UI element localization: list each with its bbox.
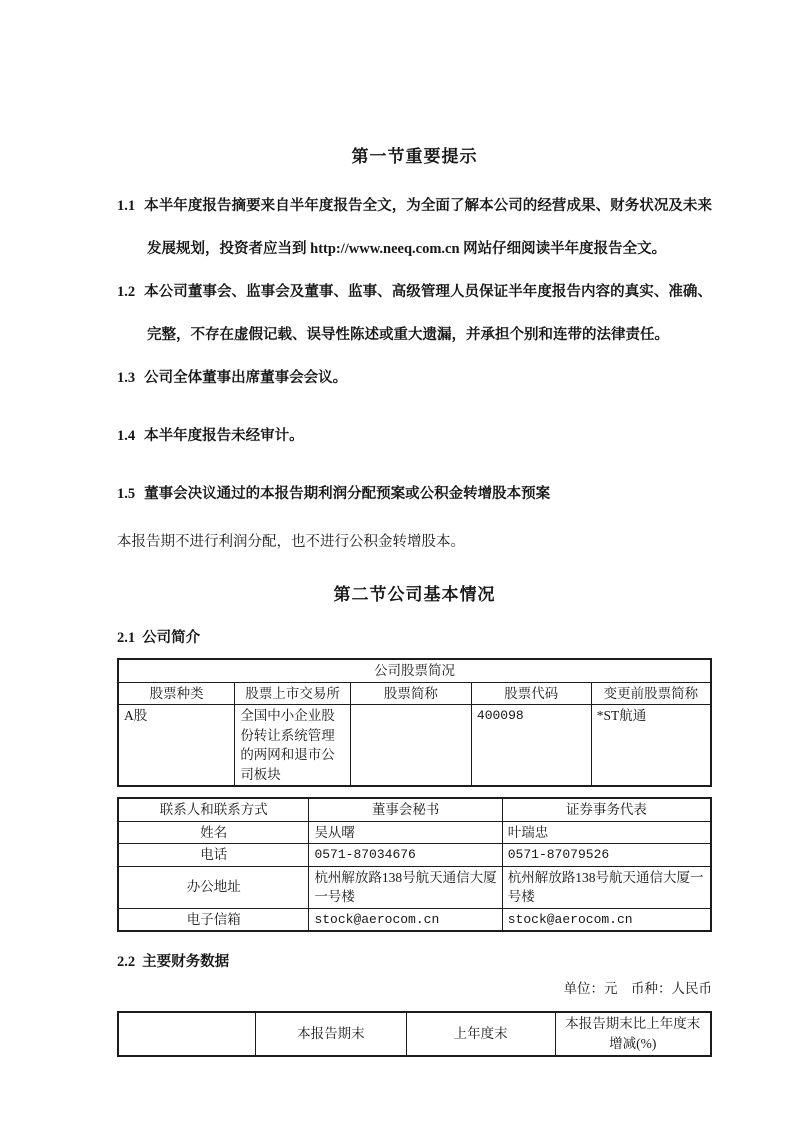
contact-phone-row [118, 844, 711, 867]
secretary-email-cell: stock@aerocom.cn [309, 908, 502, 931]
former-short-name-cell: *ST航通 [591, 705, 711, 787]
th-current-period-end: 本报告期末 [256, 1012, 407, 1056]
th-financial-item [118, 1012, 256, 1056]
section1-title: 第一节重要提示 [351, 147, 478, 166]
heading-number: 2.2 [117, 954, 136, 970]
contact-email-row [118, 908, 711, 931]
contact-info-table [117, 797, 712, 932]
stock-short-name-cell [350, 705, 471, 787]
notice-item-1-5 [117, 473, 712, 516]
heading-number: 2.1 [117, 630, 136, 646]
representative-phone-cell: 0571-87079526 [502, 844, 711, 867]
currency-unit-note: 单位：元 币种：人民币 [563, 981, 712, 996]
notice-item-number: 1.4 [117, 428, 136, 444]
page-content [117, 0, 712, 1057]
notice-item-1-3 [117, 357, 712, 400]
notice-item-text: 本半年度报告摘要来自半年度报告全文，为全面了解本公司的经营成果、财务状况及未来发展规划，投资者应当到 http://www.neeq.com.cn 网站仔细阅读半年度报告全文。 [144, 198, 712, 257]
secretary-address-cell: 杭州解放路138号航天通信大厦一号楼 [309, 866, 502, 908]
th-contact-method: 联系人和联系方式 [118, 798, 309, 821]
notice-item-number: 1.5 [117, 486, 136, 502]
notice-item-number: 1.2 [117, 284, 136, 300]
heading-label: 主要财务数据 [142, 954, 230, 970]
notice-item-text: 董事会决议通过的本报告期利润分配预案或公积金转增股本预案 [144, 486, 551, 502]
th-securities-representative: 证券事务代表 [502, 798, 711, 821]
notice-item-text: 本半年度报告未经审计。 [144, 428, 304, 444]
th-stock-code: 股票代码 [471, 682, 591, 705]
contact-table-header-row [118, 798, 711, 821]
stock-type-cell: A股 [118, 705, 235, 787]
th-change-percent: 本报告期末比上年度末增减(%) [555, 1012, 711, 1056]
notice-item-1-4 [117, 415, 712, 458]
notice-item-text: 本公司董事会、监事会及董事、监事、高级管理人员保证半年度报告内容的真实、准确、完整，不存在虚假记载、误导性陈述或重大遗漏，并承担个别和连带的法律责任。 [144, 284, 712, 343]
contact-row-label: 姓名 [118, 821, 309, 844]
notice-item-1-2 [117, 271, 712, 357]
stock-summary-table [117, 658, 712, 787]
financial-data-heading [117, 953, 712, 971]
stock-table-caption-row [118, 659, 711, 682]
listing-exchange-cell: 全国中小企业股份转让系统管理的两网和退市公司板块 [235, 705, 351, 787]
profit-distribution-note: 本报告期不进行利润分配，也不进行公积金转增股本。 [117, 534, 465, 550]
stock-table-data-row [118, 705, 711, 787]
th-stock-type: 股票种类 [118, 682, 235, 705]
th-stock-short-name: 股票简称 [350, 682, 471, 705]
notice-item-1-1 [117, 185, 712, 271]
financial-data-table [117, 1011, 712, 1057]
representative-email-cell: stock@aerocom.cn [502, 908, 711, 931]
financial-table-header-row [118, 1012, 711, 1056]
representative-address-cell: 杭州解放路138号航天通信大厦一号楼 [502, 866, 711, 908]
important-notice-list [117, 185, 712, 564]
notice-item-text: 公司全体董事出席董事会会议。 [144, 370, 348, 386]
contact-address-row [118, 866, 711, 908]
stock-table-caption: 公司股票简况 [118, 659, 711, 682]
notice-item-number: 1.1 [117, 198, 136, 214]
company-profile-heading [117, 629, 712, 647]
th-prior-year-end: 上年度末 [406, 1012, 555, 1056]
stock-code-cell: 400098 [471, 705, 591, 787]
contact-row-label: 办公地址 [118, 866, 309, 908]
th-board-secretary: 董事会秘书 [309, 798, 502, 821]
heading-label: 公司简介 [142, 630, 201, 646]
th-former-short-name: 变更前股票简称 [591, 682, 711, 705]
section2-title: 第二节公司基本情况 [333, 585, 496, 604]
contact-row-label: 电话 [118, 844, 309, 867]
representative-name-cell: 叶瑞忠 [502, 821, 711, 844]
contact-row-label: 电子信箱 [118, 908, 309, 931]
th-listing-exchange: 股票上市交易所 [235, 682, 351, 705]
secretary-phone-cell: 0571-87034676 [309, 844, 502, 867]
secretary-name-cell: 吴从曙 [309, 821, 502, 844]
notice-item-number: 1.3 [117, 370, 136, 386]
contact-name-row [118, 821, 711, 844]
stock-table-header-row [118, 682, 711, 705]
